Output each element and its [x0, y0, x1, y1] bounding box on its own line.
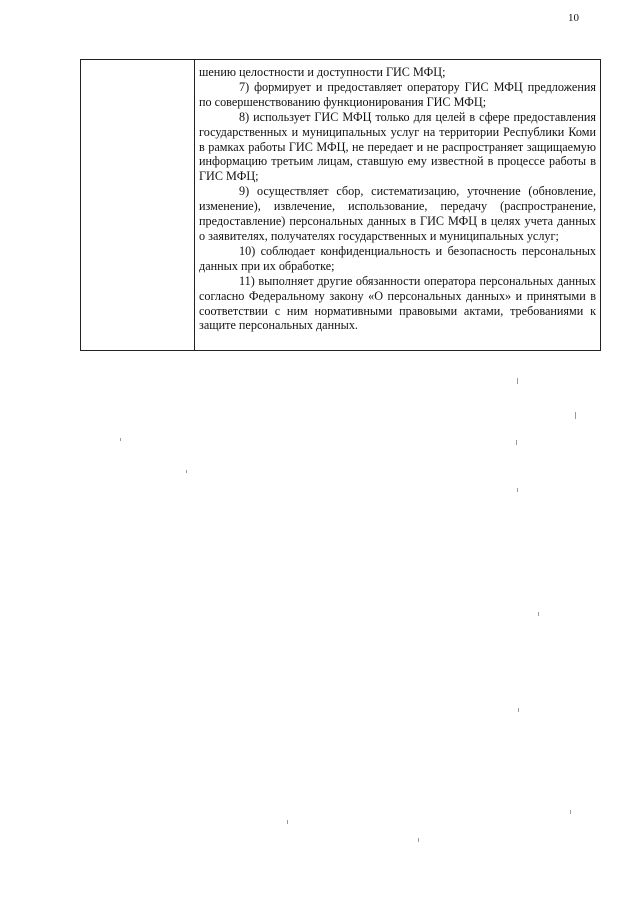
scan-speck	[418, 838, 419, 842]
paragraph-item-9: 9) осуществляет сбор, систематизацию, уточнение (обновление, изменение), извлечение, использование, передачу (распространение, предоставление) персональных данных в ГИС МФЦ в целях учета данных о заявителях, получателях государственных и муниципальных услуг;	[199, 184, 596, 243]
scan-speck	[570, 810, 571, 814]
paragraph-item-8: 8) использует ГИС МФЦ только для целей в сфере предоставления государственных и муниципальных услуг на территории Республики Коми в рамках работы ГИС МФЦ, не передает и не распространяет защищаемую информацию третьим лицам, ставшую ему известной в процессе работы в ГИС МФЦ;	[199, 109, 596, 184]
scan-speck	[518, 708, 519, 712]
scan-speck	[120, 438, 121, 441]
scan-speck	[517, 488, 518, 492]
paragraph-item-11: 11) выполняет другие обязанности оператора персональных данных согласно Федеральному закону «О персональных данных» и принятыми в соответствии с ним нормативными правовыми актами, требованиями к защите персональных данных.	[199, 273, 596, 333]
table-right-cell	[195, 60, 600, 350]
scan-speck	[575, 412, 576, 419]
scan-speck	[287, 820, 288, 824]
table-left-cell	[81, 60, 195, 350]
page-number: 10	[568, 12, 579, 24]
scan-speck	[186, 470, 187, 473]
scan-speck	[516, 440, 517, 445]
paragraph-item-7: 7) формирует и предоставляет оператору ГИС МФЦ предложения по совершенствованию функционирования ГИС МФЦ;	[199, 79, 596, 109]
scan-speck	[538, 612, 539, 616]
scan-speck	[517, 378, 518, 384]
obligations-table	[80, 59, 601, 351]
paragraph-item-10: 10) соблюдает конфиденциальность и безопасность персональных данных при их обработке;	[199, 243, 596, 273]
paragraph-continuation: шению целостности и доступности ГИС МФЦ;	[199, 65, 446, 79]
